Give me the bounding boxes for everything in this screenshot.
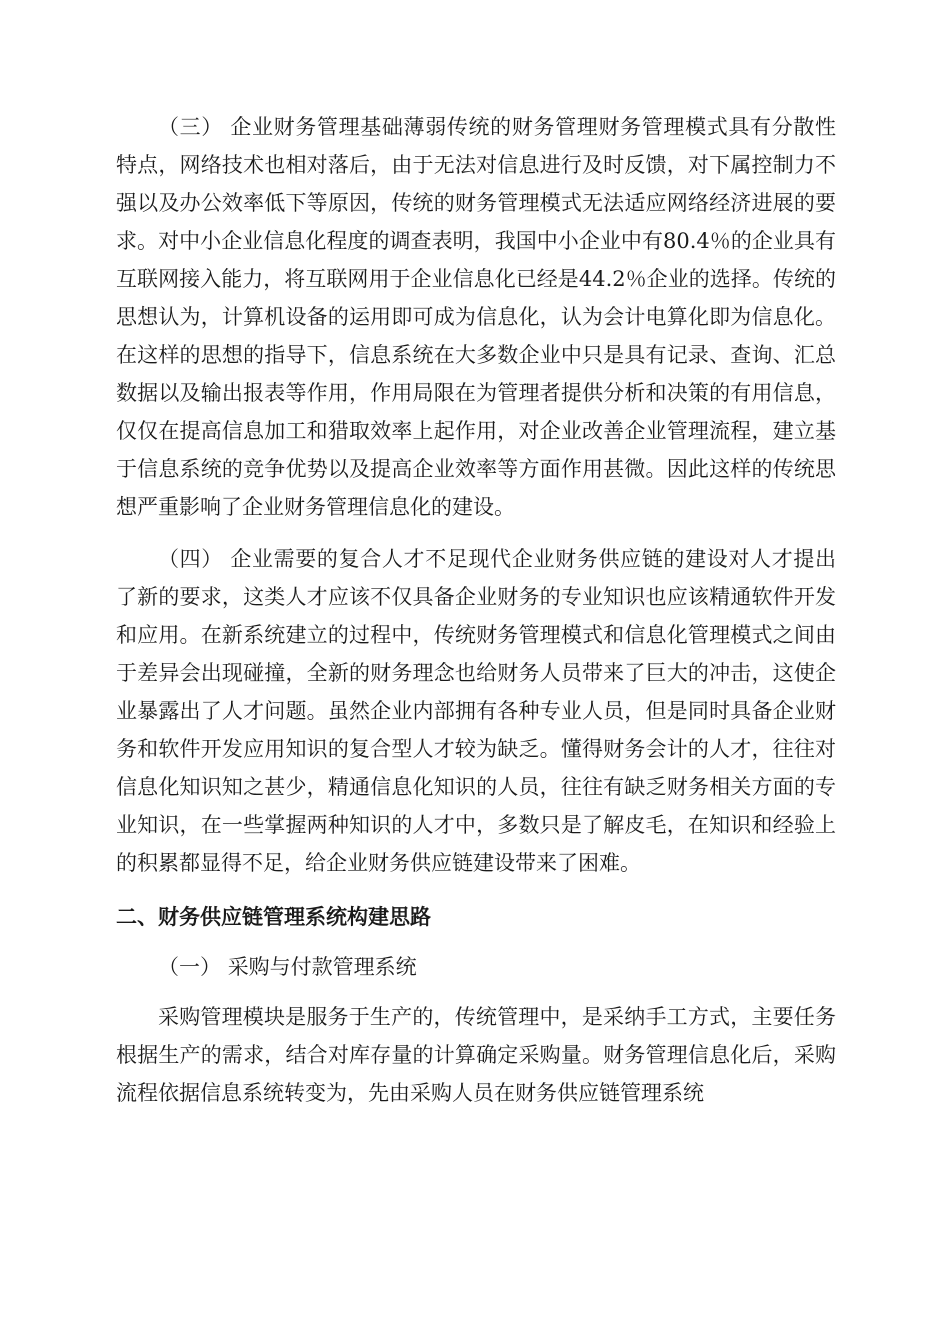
section-4-tag: （四） [158, 547, 223, 571]
section-3-text: 企业财务管理基础薄弱传统的财务管理财务管理模式具有分散性特点，网络技术也相对落后，由于无法对信息进行及时反馈，对下属控制力不强以及办公效率低下等原因，传统的财务管理模式无法适应网络经济进展的要求。对中小企业信息化程度的调查表明，我国中小企业中有80.4％的企业具有互联网接入能力，将互联网用于企业信息化已经是44.2％企业的选择。传统的思想认为，计算机设备的运用即可成为信息化，认为会计电算化即为信息化。在这样的思想的指导下，信息系统在大多数企业中只是具有记录、查询、汇总数据以及输出报表等作用，作用局限在为管理者提供分析和决策的有用信息，仅仅在提高信息加工和猎取效率上起作用，对企业改善企业管理流程，建立基于信息系统的竞争优势以及提高企业效率等方面作用甚微。因此这样的传统思想严重影响了企业财务管理信息化的建设。 [116, 115, 837, 519]
section-heading-2: 二、财务供应链管理系统构建思路 [116, 905, 431, 929]
section-3-tag: （三） [158, 115, 223, 139]
subheading-1-tag: （一） [158, 955, 221, 979]
subheading-1-text: 采购与付款管理系统 [227, 955, 417, 979]
paragraph-section-4 [116, 540, 836, 882]
section-4-text: 企业需要的复合人才不足现代企业财务供应链的建设对人才提出了新的要求，这类人才应该不仅具备企业财务的专业知识也应该精通软件开发和应用。在新系统建立的过程中，传统财务管理模式和信息化管理模式之间由于差异会出现碰撞，全新的财务理念也给财务人员带来了巨大的冲击，这使企业暴露出了人才问题。虽然企业内部拥有各种专业人员，但是同时具备企业财务和软件开发应用知识的复合型人才较为缺乏。懂得财务会计的人才，往往对信息化知识知之甚少，精通信息化知识的人员，往往有缺乏财务相关方面的专业知识，在一些掌握两种知识的人才中，多数只是了解皮毛，在知识和经验上的积累都显得不足，给企业财务供应链建设带来了困难。 [116, 547, 837, 875]
paragraph-section-3 [116, 108, 836, 526]
paragraph-procurement: 采购管理模块是服务于生产的，传统管理中，是采纳手工方式，主要任务根据生产的需求，结合对库存量的计算确定采购量。财务管理信息化后，采购流程依据信息系统转变为，先由采购人员在财务供应链管理系统 [116, 1005, 836, 1105]
subheading-1 [116, 948, 836, 986]
document-page [116, 108, 836, 1112]
